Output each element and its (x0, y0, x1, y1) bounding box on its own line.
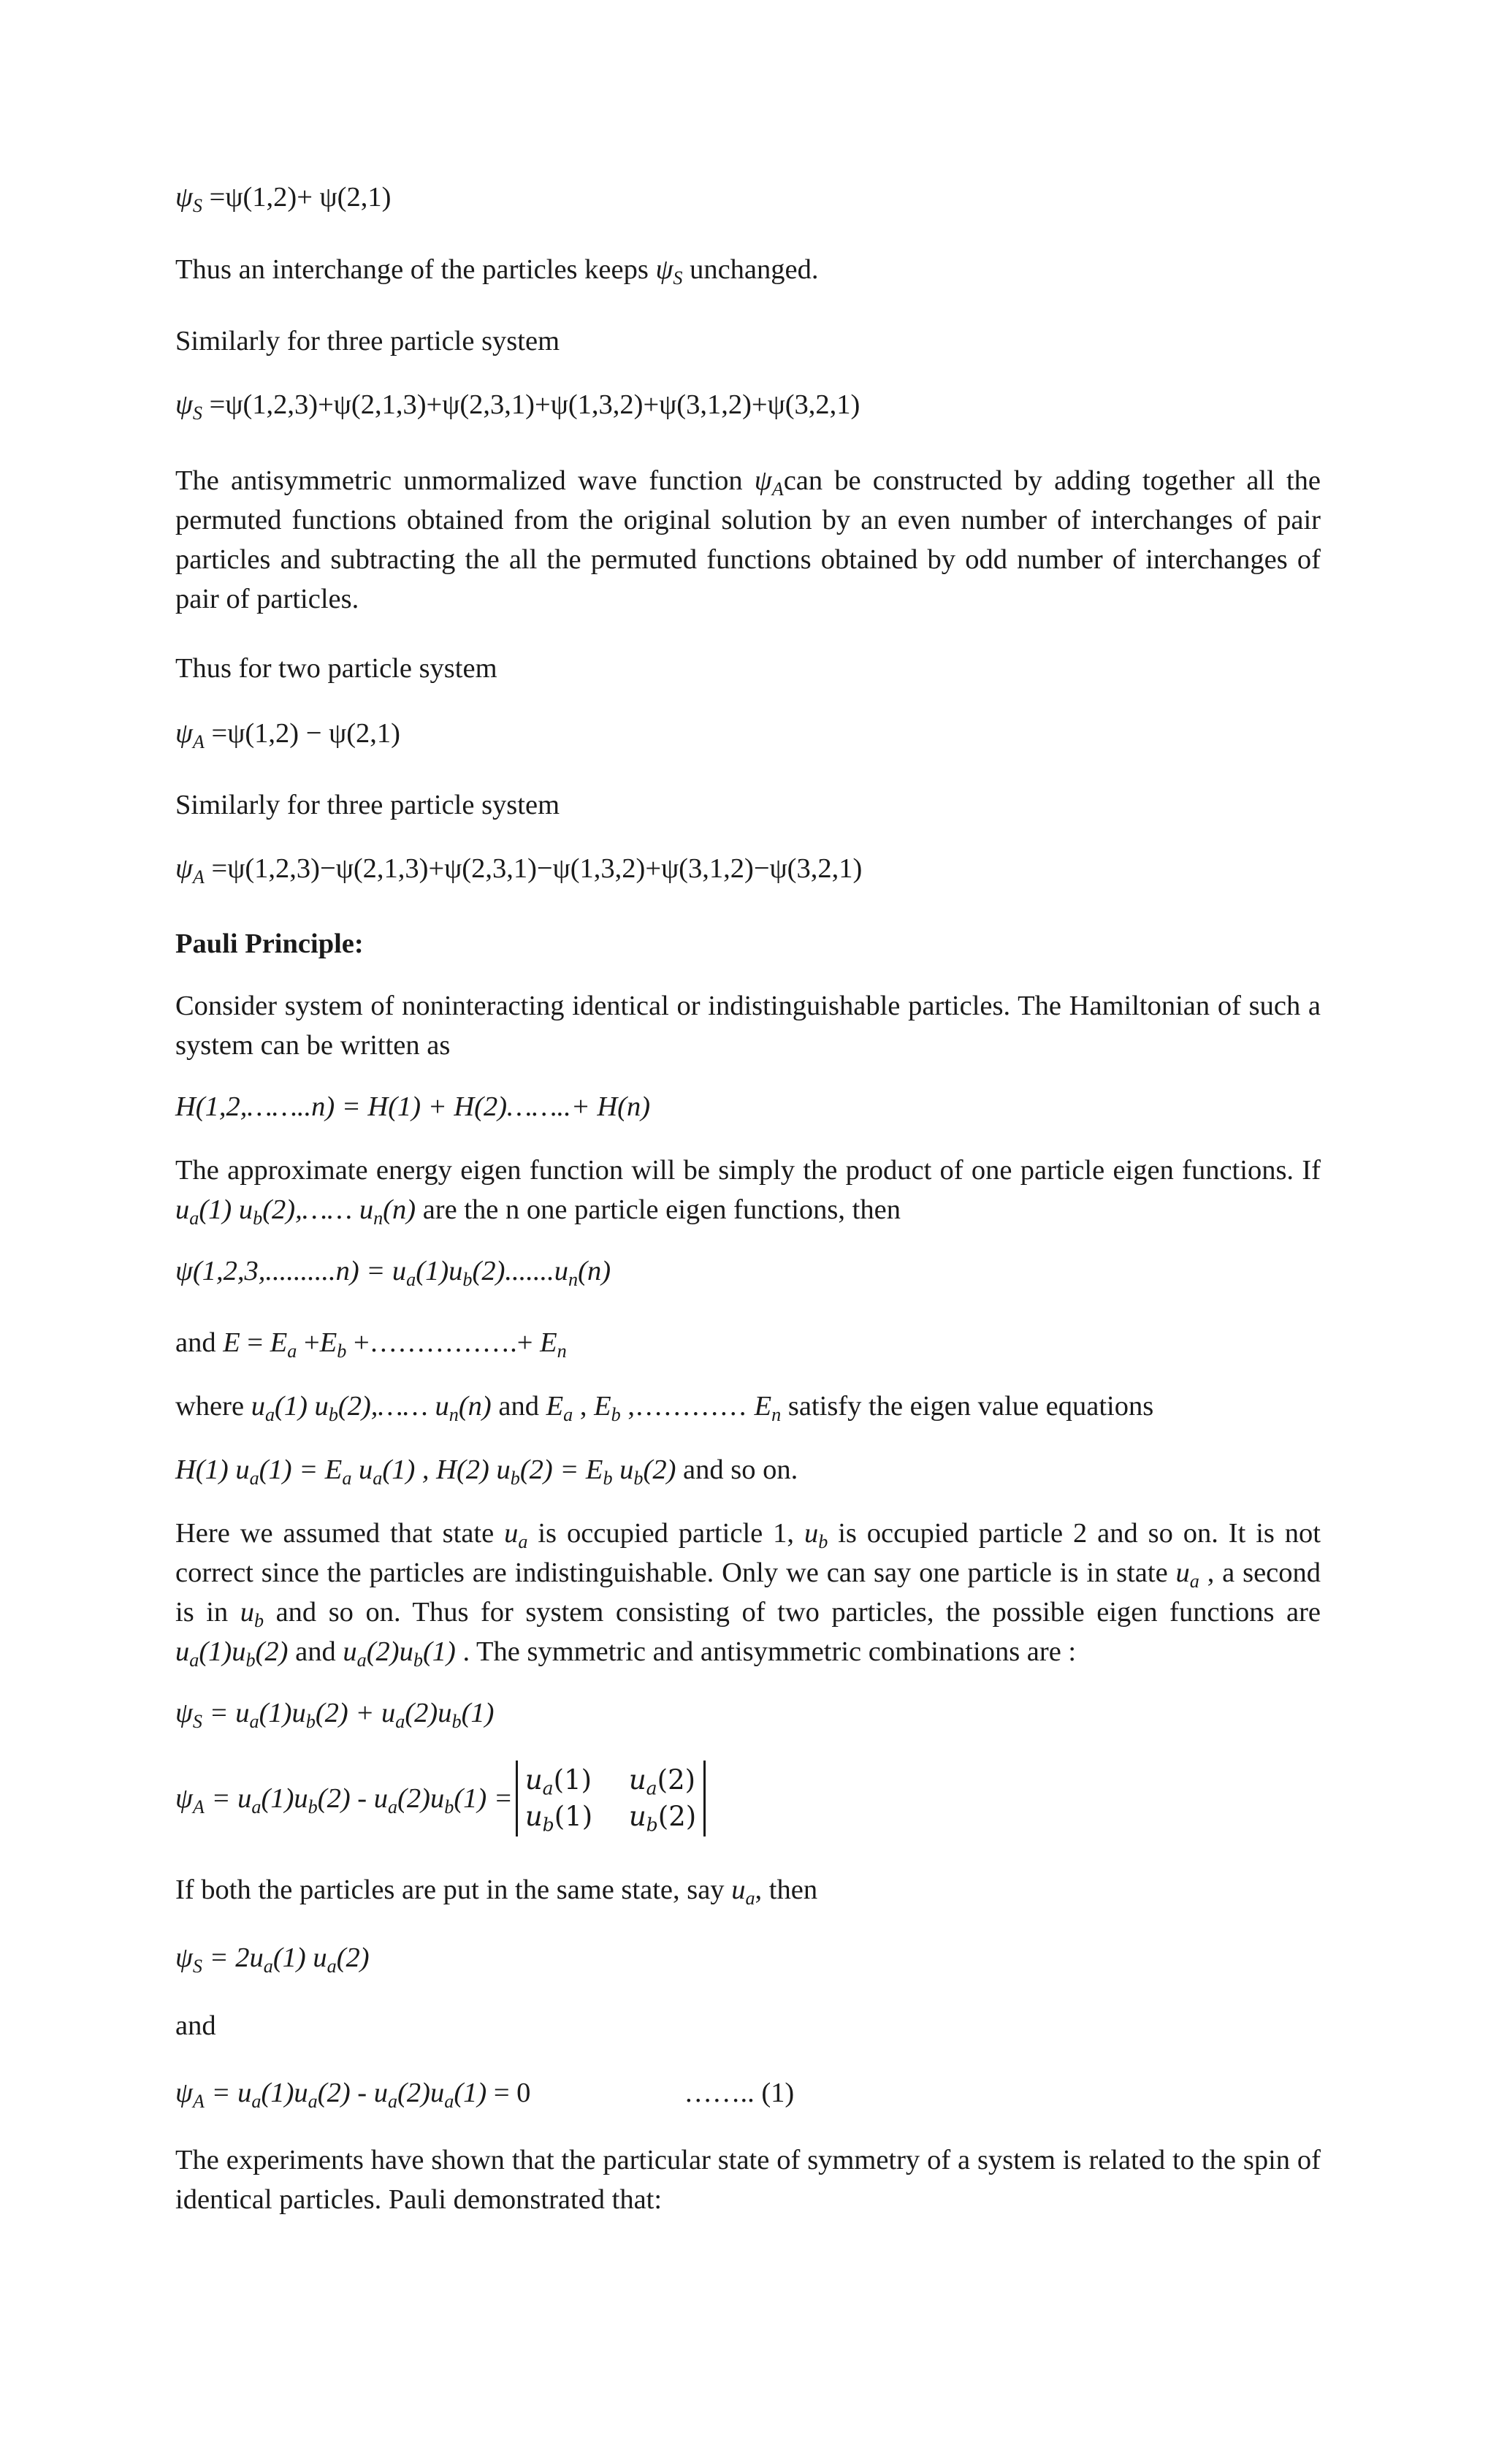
paragraph-three-particle: Similarly for three particle system (175, 326, 560, 356)
equation-psi-s-same: $\psi_S = 2u_a(1)$ $u_a(2)$ (175, 1942, 370, 1977)
paragraph-experiments: The experiments have shown that the particular state of symmetry of a system is related to the spin of identical particles. Pauli demonstrated that: (175, 2145, 1321, 2215)
equation-symmetric-combination: $\psi_S = u_a(1)u_b(2) + u_a(2)u_b(1)$ (175, 1698, 495, 1732)
equation-energy: and $E = E_a +E_b$ +…………….+ $E_n$ (175, 1327, 567, 1362)
equation-product: $\psi(1,2,3,..........n) = u_a(1)u_b(2).......u_n(n)$ (175, 1256, 611, 1290)
equation-psi-s-three: $\psi_S =\psi(1,2,3)+\psi(2,1,3)+\psi(2,3,1)+\psi(1,3,2)+\psi(3,1,2)+\psi(3,2,1)$ (175, 389, 860, 424)
paragraph-indistinguishable: Here we assumed that state $u_a$ is occupied particle 1, $u_b$ is occupied particle 2 and so on. It is not correct since the particles are indistinguishable. Only we can say one particle is in state $u_a$ , a second is in $u_b$ and so on. Thus for system consisting of two particles, the possible eigen functions are $u_a(1)u_b(2)$ and $u_a(2)u_b(1)$ . The symmetric and antisymmetric combinations are : (175, 1518, 1321, 1671)
equation-number: …….. (1) (684, 2078, 795, 2108)
paragraph-three-particle-2: Similarly for three particle system (175, 790, 560, 820)
equation-psi-a-two: $\psi_A =\psi(1,2) - \psi(2,1)$ (175, 718, 400, 752)
antisymmetric-lhs: $\psi_A = u_a(1)u_b(2) - u_a(2)u_b(1)$ = (175, 1783, 513, 1818)
paragraph-eigen-functions: The approximate energy eigen function will be simply the product of one particle eigen functions. If $u_a(1)$ $u_b(2),\dots\dots$ $u_n(n)$ are the n one particle eigen functions, then (175, 1155, 1321, 1229)
paragraph-where: where $u_a(1)$ $u_b(2),\dots\dots$ $u_n(n)$ and $E_a$ , $E_b$ ,………… $E_n$ satisfy the eigen value equations (175, 1391, 1154, 1425)
determinant-row-2: $u_b(1)$ $u_b(2)$ (524, 1801, 697, 1836)
slater-determinant (516, 1761, 706, 1836)
paragraph-two-particle: Thus for two particle system (175, 653, 497, 684)
section-heading: Pauli Principle: (175, 928, 364, 959)
paragraph-same-state: If both the particles are put in the same state, say $u_a$, then (175, 1874, 818, 1909)
equation-psi-a-three: $\psi_A =\psi(1,2,3)-\psi(2,1,3)+\psi(2,3,1)-\psi(1,3,2)+\psi(3,1,2)-\psi(3,2,1)$ (175, 853, 863, 888)
equation-hamiltonian: H(1,2,……..n) = H(1) + H(2)……..+ H(n) (175, 1091, 651, 1122)
equation-antisymmetric-combination (175, 1761, 1321, 1836)
psi-symbol: ψ (175, 182, 193, 213)
equation-eigenvalue: H(1) $u_a(1) = E_a$ $u_a(1)$ , H(2) $u_b(2) = E_b$ $u_b(2)$ and so on. (175, 1454, 798, 1489)
paragraph-hamiltonian: Consider system of noninteracting identical or indistinguishable particles. The Hamiltonian of such a system can be written as (175, 991, 1321, 1061)
paragraph-interchange: Thus an interchange of the particles keeps $\psi_S$ unchanged. (175, 254, 819, 289)
paragraph-and: and (175, 2010, 216, 2041)
equation-psi-s-two: $\psi_S =\psi(1,2)+ \psi(2,1)$ (175, 182, 392, 216)
equation-psi-a-same: $\psi_A = u_a(1)u_a(2) - u_a(2)u_a(1) = 0$ …….. (1) (175, 2078, 795, 2112)
determinant-row-1: $u_a(1)$ $u_a(2)$ (524, 1764, 696, 1799)
paragraph-antisymmetric: The antisymmetric unmormalized wave function $\psi_Acan$ be constructed by adding together all the permuted functions obtained from the original solution by an even number of interchanges of pair particles and subtracting the all the permuted functions obtained by odd number of interchanges of pair of particles. (175, 465, 1321, 614)
